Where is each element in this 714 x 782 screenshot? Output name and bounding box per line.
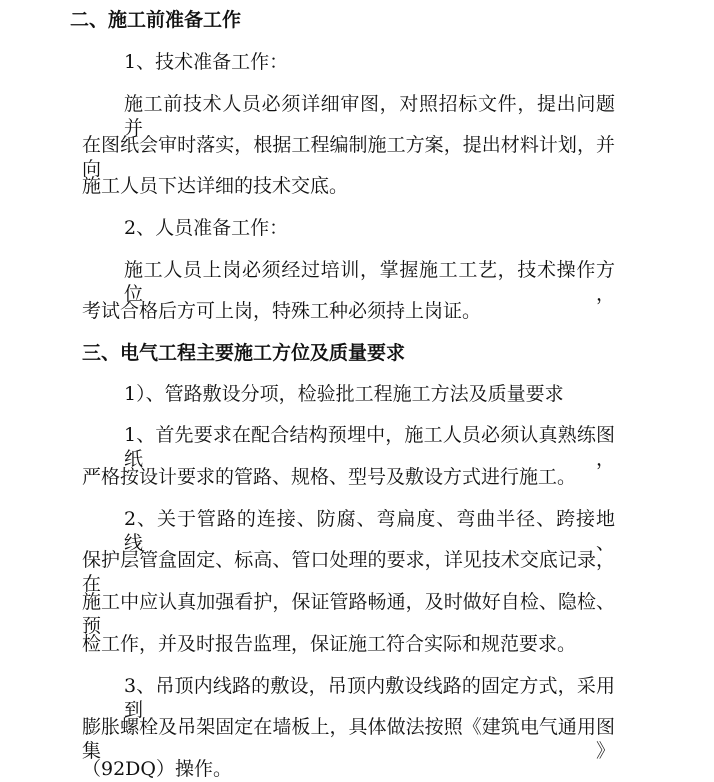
paragraph-line: 施工人员上岗必须经过培训，掌握施工工艺，技术操作方位， (124, 259, 615, 305)
paragraph-line: 施工人员下达详细的技术交底。 (82, 175, 349, 197)
paragraph-line: 施工中应认真加强看护，保证管路畅通，及时做好自检、隐检、预 (82, 591, 615, 637)
paragraph-line: 检工作，并及时报告监理，保证施工符合实际和规范要求。 (82, 633, 577, 655)
tech-prep-title: 1、技术准备工作： (124, 51, 289, 73)
paragraph-line: 严格按设计要求的管路、规格、型号及敷设方式进行施工。 (82, 466, 577, 488)
paragraph-line: 保护层管盒固定、标高、管口处理的要求，详见技术交底记录，在 (82, 549, 615, 595)
paragraph-line: 膨胀螺栓及吊架固定在墙板上，具体做法按照《建筑电气通用图集》 (82, 716, 615, 762)
paragraph-line: 施工前技术人员必须详细审图，对照招标文件，提出问题并 (124, 93, 615, 139)
paragraph-line: 3、吊顶内线路的敷设，吊顶内敷设线路的固定方式，采用到 (124, 675, 615, 721)
section-2-heading: 二、施工前准备工作 (70, 9, 242, 31)
paragraph-line: 在图纸会审时落实，根据工程编制施工方案，提出材料计划，并向 (82, 134, 615, 180)
conduit-title: 1）、管路敷设分项，检验批工程施工方法及质量要求 (124, 383, 564, 405)
paragraph-line: 考试合格后方可上岗，特殊工种必须持上岗证。 (82, 300, 482, 322)
paragraph-line: 2、关于管路的连接、防腐、弯扁度、弯曲半径、跨接地线、 (124, 508, 615, 554)
paragraph-line: （92DQ）操作。 (82, 758, 232, 780)
staff-prep-title: 2、人员准备工作： (124, 217, 289, 239)
paragraph-line: 1、首先要求在配合结构预埋中，施工人员必须认真熟练图纸， (124, 424, 615, 470)
section-3-heading: 三、电气工程主要施工方位及质量要求 (82, 342, 406, 364)
